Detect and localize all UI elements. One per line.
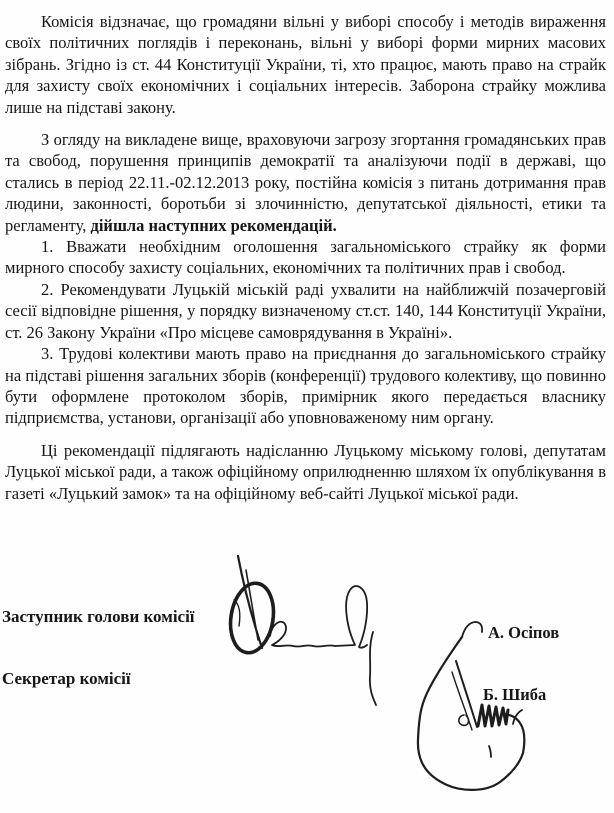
secretary-title-label: Секретар комісії bbox=[2, 669, 131, 688]
secretary-name: Б. Шиба bbox=[483, 685, 547, 704]
paragraph-commission-conclusion bbox=[5, 129, 606, 236]
deputy-head-name: А. Осіпов bbox=[488, 623, 560, 642]
paragraph-freedom-of-expression: Комісія відзначає, що громадяни вільні у виборі способу і методів вираження своїх політичних поглядів і переконань, вільні у виборі форми мирних масових зібрань. Згідно із ст. 44 Конституції України, ті, хто працює, мають право на страйк для захисту своїх економічних і соціальних інтересів. Заборона страйку можлива лише на підставі закону. bbox=[5, 12, 606, 117]
closing-paragraph: Ці рекомендації підлягають надісланню Луцькому міському голові, депутатам Луцької міської ради, а також офіційному оприлюдненню шляхом їх опублікування в газеті «Луцький замок» та на офіційному веб-сайті Луцької міської ради. bbox=[5, 440, 606, 503]
paragraph-commission-conclusion-bold-phrase: дійшла наступних рекомендацій. bbox=[90, 215, 337, 235]
secretary-signature-icon bbox=[405, 612, 540, 807]
recommendation-item-3: 3. Трудові колективи мають право на приєднання до загальноміського страйку на підставі рішення загальних зборів (конференції) трудового колективу, що повинно бути оформлене протоколом зборів, примірник якого передається власнику підприємства, установи, організації або уповноваженому ним органу. bbox=[5, 344, 606, 428]
paragraph-commission-conclusion-text: З огляду на викладене вище, враховуючи загрозу згортання громадянських прав та свобод, порушення принципів демократії та аналізуючи події в державі, що стались в період 22.11.-02.12.2013 року, постійна комісія з питань дотримання прав людини, законності, боротьби зі злочинністю, депутатської діяльності, етики та регламенту, bbox=[5, 130, 606, 235]
recommendation-item-1: 1. Вважати необхідним оголошення загальноміського страйку як форми мирного способу захисту соціальних, економічних та політичних прав і свобод. bbox=[5, 237, 606, 278]
deputy-head-title-label: Заступник голови комісії bbox=[2, 607, 195, 626]
deputy-head-signature-icon bbox=[225, 548, 390, 713]
recommendation-item-2: 2. Рекомендувати Луцькій міській раді ухвалити на найближчій позачерговій сесії відповідне рішення, у порядку визначеному ст.ст. 140, 144 Конституції України, ст. 26 Закону України «Про місцеве самоврядування в Україні». bbox=[5, 279, 606, 342]
